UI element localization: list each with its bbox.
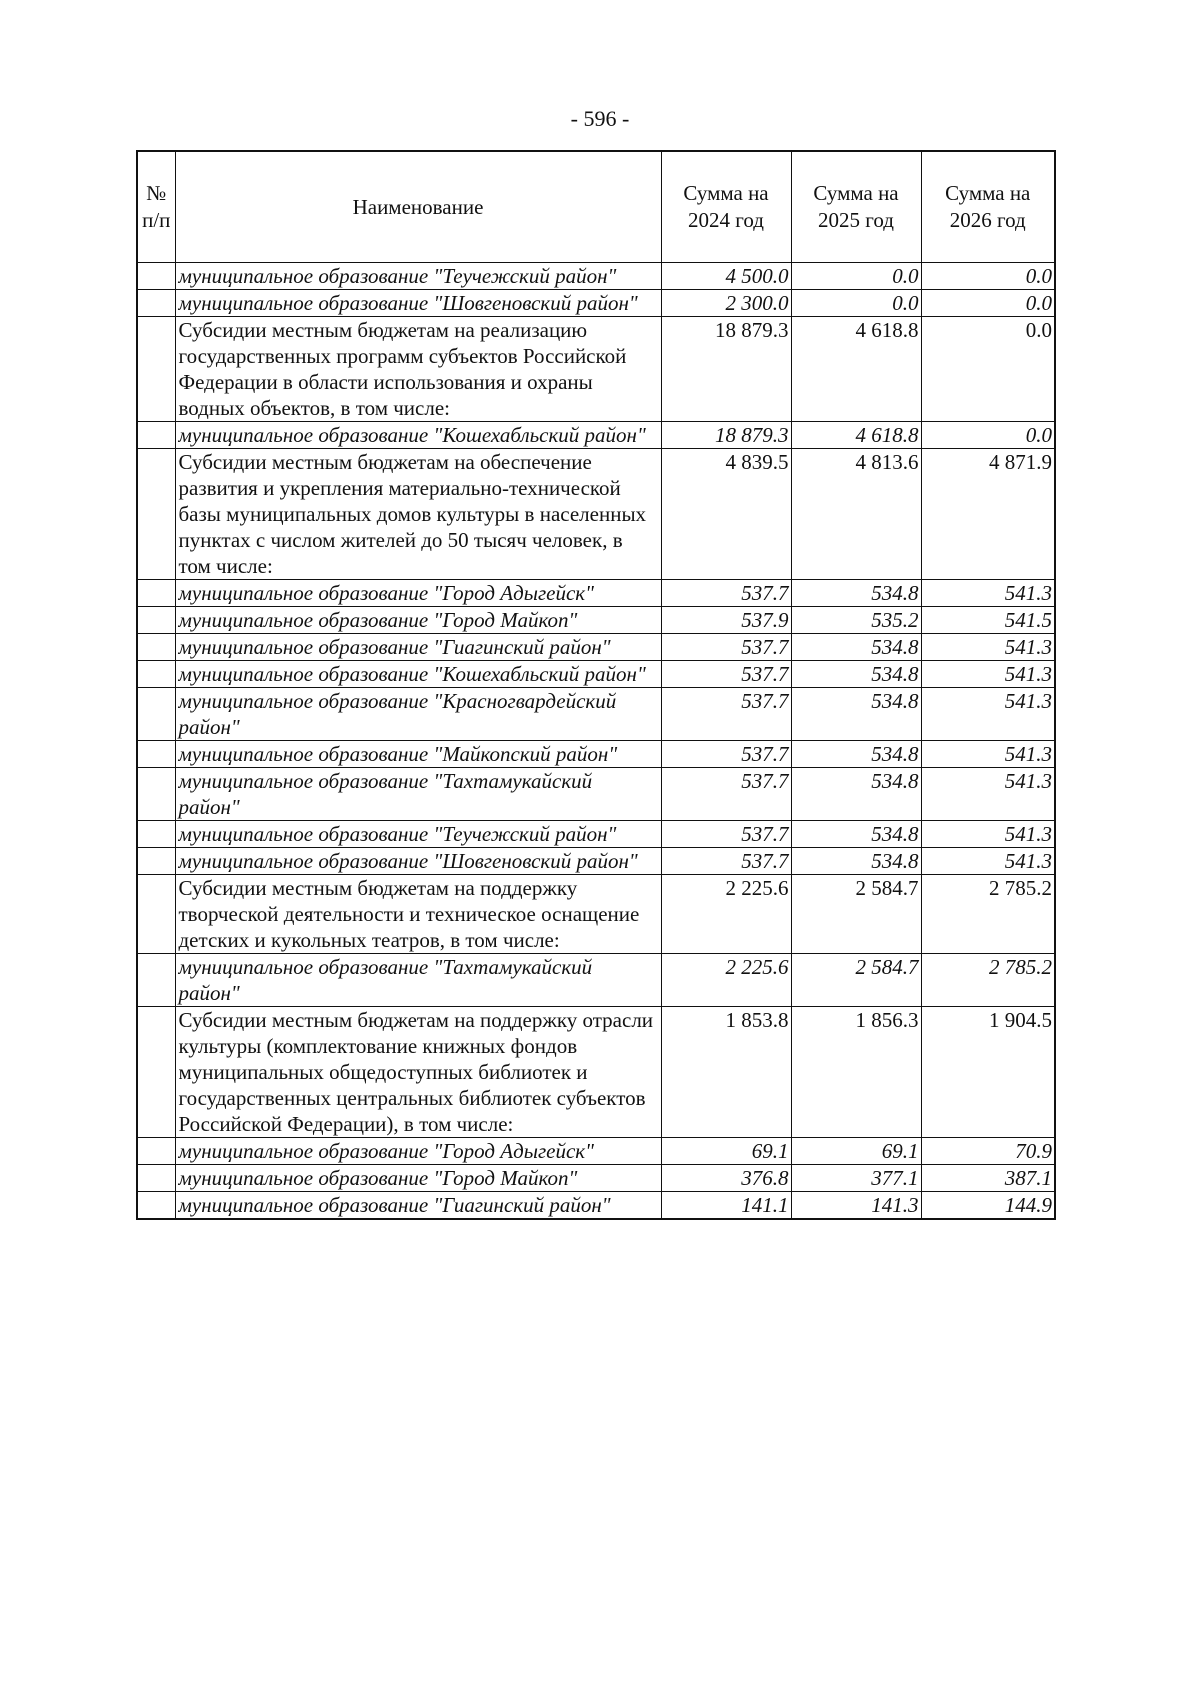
row-sum-2024-cell: 1 853.8 — [661, 1007, 791, 1138]
row-sum-2024-cell: 537.7 — [661, 741, 791, 768]
row-name-cell: Субсидии местным бюджетам на поддержку творческой деятельности и техническое оснащение детских и кукольных театров, в том числе: — [175, 875, 661, 954]
page-number: - 596 - — [570, 106, 630, 131]
header-sum-2025: Сумма на 2025 год — [791, 151, 921, 263]
row-name-cell: муниципальное образование "Тахтамукайский район" — [175, 954, 661, 1007]
table-row — [137, 954, 1055, 1007]
row-sum-2026-cell: 144.9 — [921, 1192, 1055, 1220]
row-sum-2026-cell: 4 871.9 — [921, 449, 1055, 580]
row-sum-2024-cell: 141.1 — [661, 1192, 791, 1220]
table-row — [137, 875, 1055, 954]
row-sum-2026-cell: 541.5 — [921, 607, 1055, 634]
row-sum-2024-cell: 537.9 — [661, 607, 791, 634]
table-row — [137, 290, 1055, 317]
row-name-cell: муниципальное образование "Тахтамукайский район" — [175, 768, 661, 821]
row-name-cell: муниципальное образование "Теучежский район" — [175, 263, 661, 290]
table-row — [137, 768, 1055, 821]
row-sum-2025-cell: 534.8 — [791, 661, 921, 688]
row-sum-2024-cell: 4 500.0 — [661, 263, 791, 290]
row-number-cell — [137, 741, 175, 768]
row-sum-2025-cell: 534.8 — [791, 821, 921, 848]
row-number-cell — [137, 1138, 175, 1165]
table-body — [137, 263, 1055, 1220]
row-number-cell — [137, 607, 175, 634]
table-row — [137, 263, 1055, 290]
row-sum-2025-cell: 2 584.7 — [791, 875, 921, 954]
table-row — [137, 741, 1055, 768]
row-name-cell: муниципальное образование "Гиагинский район" — [175, 634, 661, 661]
table-row — [137, 449, 1055, 580]
row-sum-2024-cell: 537.7 — [661, 768, 791, 821]
table-row — [137, 661, 1055, 688]
row-name-cell: муниципальное образование "Майкопский район" — [175, 741, 661, 768]
row-sum-2024-cell: 537.7 — [661, 661, 791, 688]
row-sum-2025-cell: 534.8 — [791, 688, 921, 741]
row-name-cell: муниципальное образование "Кошехабльский район" — [175, 422, 661, 449]
row-sum-2024-cell: 2 300.0 — [661, 290, 791, 317]
row-sum-2024-cell: 537.7 — [661, 688, 791, 741]
table-row — [137, 1007, 1055, 1138]
table-row — [137, 1138, 1055, 1165]
row-sum-2025-cell: 0.0 — [791, 263, 921, 290]
row-sum-2025-cell: 534.8 — [791, 848, 921, 875]
row-sum-2026-cell: 70.9 — [921, 1138, 1055, 1165]
table-row — [137, 317, 1055, 422]
row-number-cell — [137, 290, 175, 317]
row-sum-2026-cell: 0.0 — [921, 317, 1055, 422]
row-sum-2026-cell: 541.3 — [921, 661, 1055, 688]
row-number-cell — [137, 449, 175, 580]
row-sum-2024-cell: 2 225.6 — [661, 875, 791, 954]
header-sum-2026: Сумма на 2026 год — [921, 151, 1055, 263]
row-sum-2025-cell: 4 618.8 — [791, 422, 921, 449]
row-sum-2024-cell: 2 225.6 — [661, 954, 791, 1007]
row-name-cell: муниципальное образование "Город Майкоп" — [175, 1165, 661, 1192]
row-sum-2024-cell: 18 879.3 — [661, 317, 791, 422]
row-sum-2025-cell: 4 618.8 — [791, 317, 921, 422]
table-row — [137, 1192, 1055, 1220]
row-sum-2024-cell: 4 839.5 — [661, 449, 791, 580]
row-sum-2025-cell: 534.8 — [791, 634, 921, 661]
row-sum-2025-cell: 2 584.7 — [791, 954, 921, 1007]
row-sum-2025-cell: 534.8 — [791, 768, 921, 821]
row-sum-2024-cell: 537.7 — [661, 634, 791, 661]
row-number-cell — [137, 661, 175, 688]
row-number-cell — [137, 634, 175, 661]
row-sum-2026-cell: 387.1 — [921, 1165, 1055, 1192]
table-row — [137, 607, 1055, 634]
row-sum-2025-cell: 0.0 — [791, 290, 921, 317]
row-name-cell: муниципальное образование "Шовгеновский район" — [175, 848, 661, 875]
table-row — [137, 688, 1055, 741]
row-name-cell: Субсидии местным бюджетам на обеспечение развития и укрепления материально-технической базы муниципальных домов культуры в населенных пунктах с числом жителей до 50 тысяч человек, в том числе: — [175, 449, 661, 580]
row-name-cell: муниципальное образование "Город Адыгейск" — [175, 1138, 661, 1165]
row-number-cell — [137, 875, 175, 954]
row-sum-2026-cell: 0.0 — [921, 422, 1055, 449]
row-sum-2024-cell: 537.7 — [661, 821, 791, 848]
row-sum-2026-cell: 2 785.2 — [921, 954, 1055, 1007]
row-sum-2026-cell: 541.3 — [921, 768, 1055, 821]
row-number-cell — [137, 821, 175, 848]
row-sum-2025-cell: 535.2 — [791, 607, 921, 634]
row-sum-2024-cell: 376.8 — [661, 1165, 791, 1192]
row-name-cell: муниципальное образование "Город Адыгейск" — [175, 580, 661, 607]
row-name-cell: Субсидии местным бюджетам на поддержку отрасли культуры (комплектование книжных фондов муниципальных общедоступных библиотек и государственных центральных библиотек субъектов Российской Федерации), в том числе: — [175, 1007, 661, 1138]
row-sum-2026-cell: 541.3 — [921, 741, 1055, 768]
row-number-cell — [137, 768, 175, 821]
row-sum-2025-cell: 534.8 — [791, 741, 921, 768]
row-sum-2025-cell: 1 856.3 — [791, 1007, 921, 1138]
row-name-cell: муниципальное образование "Теучежский район" — [175, 821, 661, 848]
row-sum-2026-cell: 541.3 — [921, 821, 1055, 848]
row-sum-2026-cell: 1 904.5 — [921, 1007, 1055, 1138]
row-sum-2025-cell: 377.1 — [791, 1165, 921, 1192]
row-number-cell — [137, 317, 175, 422]
row-name-cell: Субсидии местным бюджетам на реализацию государственных программ субъектов Российской Федерации в области использования и охраны водных объектов, в том числе: — [175, 317, 661, 422]
row-number-cell — [137, 1192, 175, 1220]
row-number-cell — [137, 848, 175, 875]
row-number-cell — [137, 688, 175, 741]
row-name-cell: муниципальное образование "Шовгеновский район" — [175, 290, 661, 317]
row-sum-2026-cell: 541.3 — [921, 580, 1055, 607]
row-sum-2025-cell: 4 813.6 — [791, 449, 921, 580]
row-sum-2026-cell: 2 785.2 — [921, 875, 1055, 954]
table-row — [137, 634, 1055, 661]
row-number-cell — [137, 263, 175, 290]
row-number-cell — [137, 422, 175, 449]
row-sum-2026-cell: 0.0 — [921, 263, 1055, 290]
table-row — [137, 422, 1055, 449]
row-sum-2024-cell: 537.7 — [661, 580, 791, 607]
table-row — [137, 580, 1055, 607]
header-name: Наименование — [175, 151, 661, 263]
row-sum-2024-cell: 69.1 — [661, 1138, 791, 1165]
header-sum-2024: Сумма на 2024 год — [661, 151, 791, 263]
row-number-cell — [137, 954, 175, 1007]
row-sum-2025-cell: 69.1 — [791, 1138, 921, 1165]
row-sum-2026-cell: 0.0 — [921, 290, 1055, 317]
row-sum-2026-cell: 541.3 — [921, 848, 1055, 875]
table-row — [137, 848, 1055, 875]
row-number-cell — [137, 1165, 175, 1192]
table-header-row — [137, 151, 1055, 263]
table-row — [137, 821, 1055, 848]
row-sum-2025-cell: 534.8 — [791, 580, 921, 607]
row-name-cell: муниципальное образование "Красногвардейский район" — [175, 688, 661, 741]
row-sum-2026-cell: 541.3 — [921, 688, 1055, 741]
row-name-cell: муниципальное образование "Город Майкоп" — [175, 607, 661, 634]
table-row — [137, 1165, 1055, 1192]
budget-table — [136, 150, 1056, 1220]
row-name-cell: муниципальное образование "Кошехабльский район" — [175, 661, 661, 688]
row-sum-2026-cell: 541.3 — [921, 634, 1055, 661]
row-number-cell — [137, 580, 175, 607]
header-number: № п/п — [137, 151, 175, 263]
row-sum-2024-cell: 18 879.3 — [661, 422, 791, 449]
row-name-cell: муниципальное образование "Гиагинский район" — [175, 1192, 661, 1220]
row-sum-2025-cell: 141.3 — [791, 1192, 921, 1220]
row-sum-2024-cell: 537.7 — [661, 848, 791, 875]
row-number-cell — [137, 1007, 175, 1138]
